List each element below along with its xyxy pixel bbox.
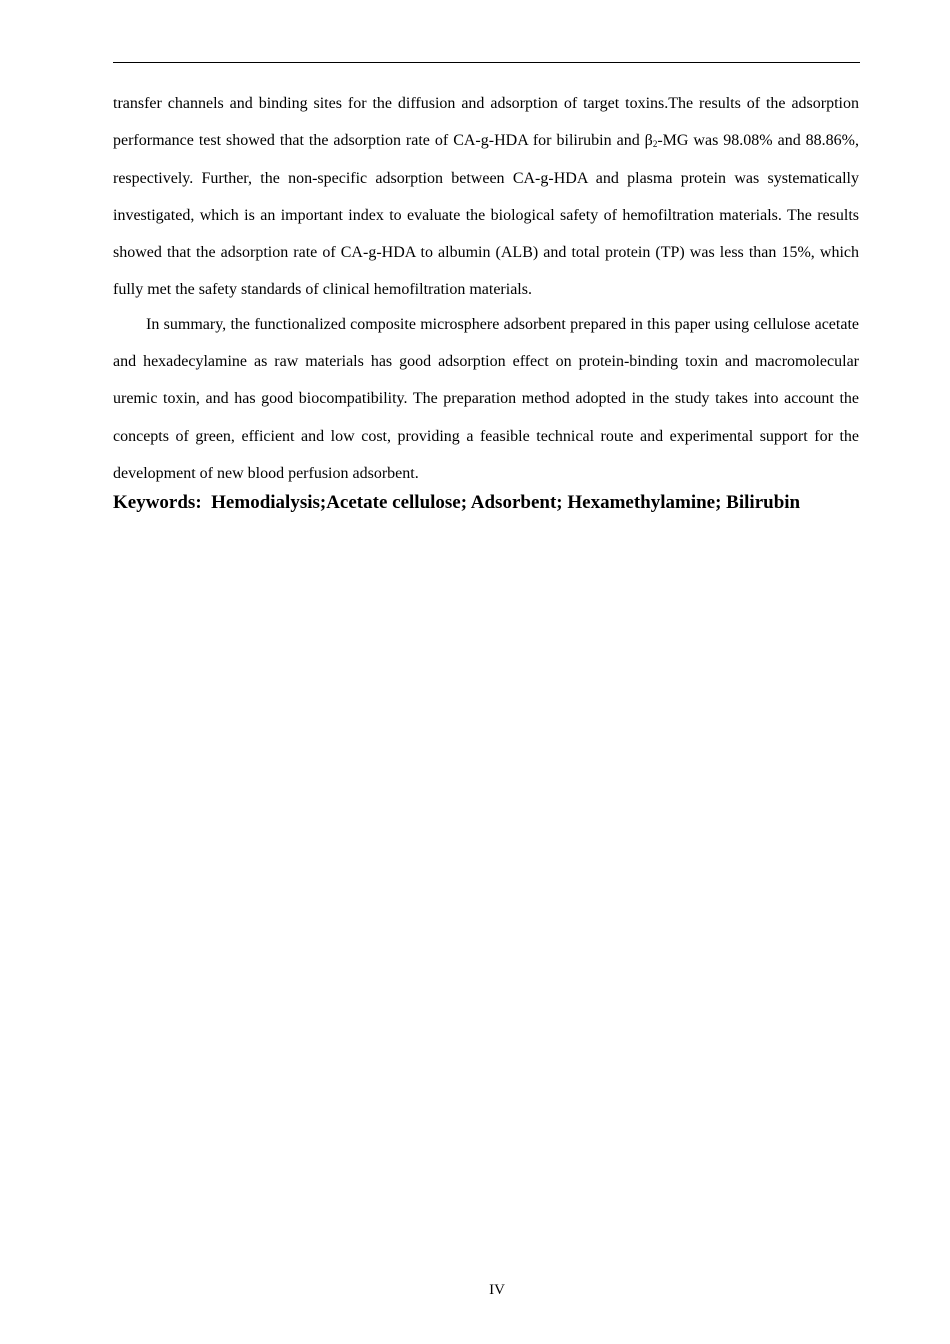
paragraph-results-text-1: transfer channels and binding sites for the diffusion and adsorption of target toxins.The results of the adsorption performance test showed that the adsorption rate of CA-g-HDA for bilirubin and β xyxy=(113,95,859,150)
keywords-line xyxy=(113,488,859,518)
subscript-2: 2 xyxy=(652,139,658,150)
keywords-terms: Hemodialysis;Acetate cellulose; Adsorbent; Hexamethylamine; Bilirubin xyxy=(211,492,801,514)
keywords-label: Keywords: xyxy=(113,492,202,514)
header-rule xyxy=(113,62,860,63)
page-number: IV xyxy=(489,1282,505,1298)
abstract-body xyxy=(113,85,859,518)
paragraph-results xyxy=(113,85,859,309)
paragraph-summary: In summary, the functionalized composite microsphere adsorbent prepared in this paper using cellulose acetate and hexadecylamine as raw materials has good adsorption effect on protein-binding toxin and macromolecular uremic toxin, and has good biocompatibility. The preparation method adopted in the study takes into account the concepts of green, efficient and low cost, providing a feasible technical route and experimental support for the development of new blood perfusion adsorbent. xyxy=(113,315,859,482)
paragraph-results-text-2: -MG was 98.08% and 88.86%, respectively. Further, the non-specific adsorption between CA-g-HDA and plasma protein was systematically investigated, which is an important index to evaluate the biological safety of hemofiltration materials. The results showed that the adsorption rate of CA-g-HDA to albumin (ALB) and total protein (TP) was less than 15%, which fully met the safety standards of clinical hemofiltration materials. xyxy=(113,132,859,299)
